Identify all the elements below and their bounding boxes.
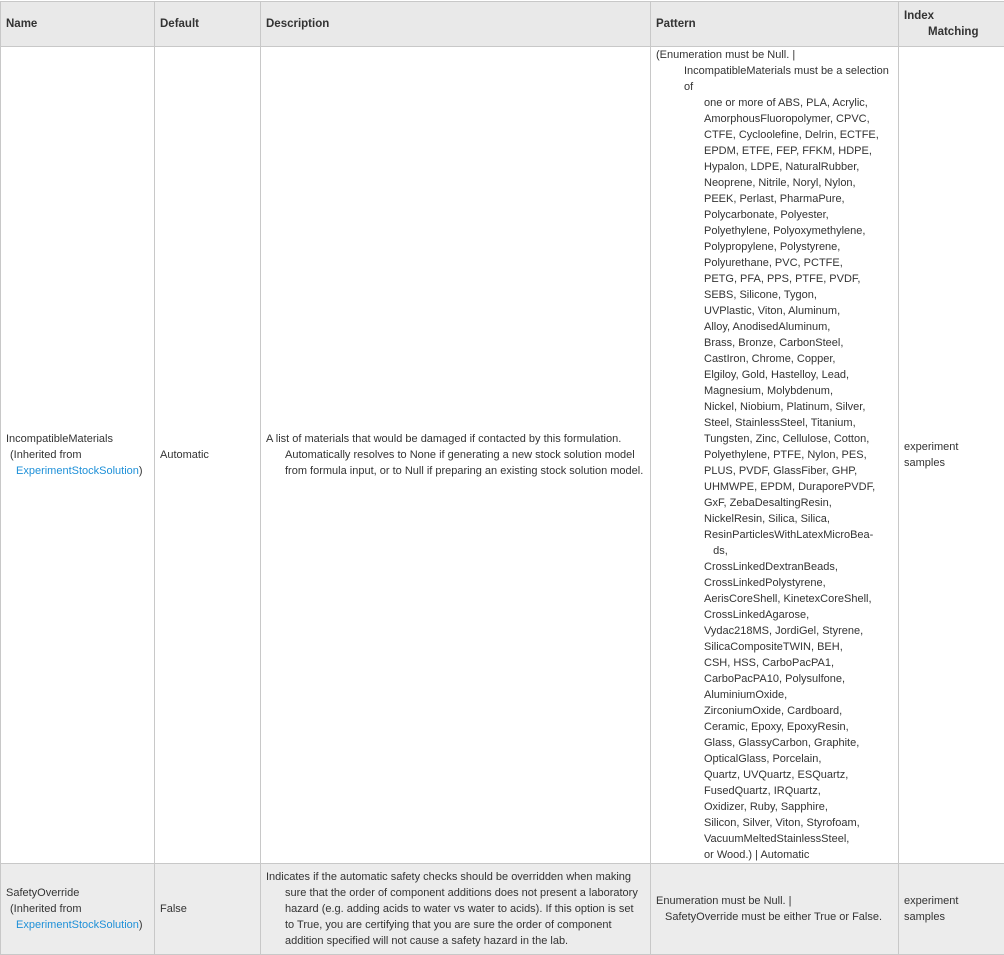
pattern-line: OpticalGlass, Porcelain, xyxy=(704,751,893,767)
pattern-line: CastIron, Chrome, Copper, xyxy=(704,351,893,367)
option-pattern-cell xyxy=(651,864,899,955)
pattern-line: Glass, GlassyCarbon, Graphite, xyxy=(704,735,893,751)
pattern-line: Neoprene, Nitrile, Noryl, Nylon, xyxy=(704,175,893,191)
pattern-line: UVPlastic, Viton, Aluminum, xyxy=(704,303,893,319)
inherited-source-link[interactable]: ExperimentStockSolution xyxy=(16,919,139,931)
pattern-line: NickelResin, Silica, Silica, xyxy=(704,511,893,527)
pattern-line: GxF, ZebaDesaltingResin, xyxy=(704,495,893,511)
option-description-cell xyxy=(261,47,651,864)
pattern-line: VacuumMeltedStainlessSteel, xyxy=(704,831,893,847)
pattern-line: Hypalon, LDPE, NaturalRubber, xyxy=(704,159,893,175)
inherited-source xyxy=(6,463,149,479)
pattern-line: or Wood.) | Automatic xyxy=(704,847,893,863)
option-default: False xyxy=(155,864,261,955)
table-row xyxy=(1,47,1004,864)
pattern-line: ResinParticlesWithLatexMicroBea- xyxy=(704,527,893,543)
option-description: A list of materials that would be damaged if contacted by this formulation. Automatically resolves to None if generating a new stock solution model from formula input, or to Null if preparing an existing stock solution model. xyxy=(266,431,645,479)
header-name: Name xyxy=(1,2,155,47)
pattern-line: one or more of ABS, PLA, Acrylic, xyxy=(704,95,893,111)
option-name-cell xyxy=(1,864,155,955)
header-row xyxy=(1,2,1004,47)
option-pattern-cell xyxy=(651,47,899,864)
inherited-source xyxy=(6,917,149,933)
pattern-line: CrossLinkedDextranBeads, xyxy=(704,559,893,575)
pattern-line: IncompatibleMaterials must be a selection of xyxy=(656,63,893,95)
pattern-line: ZirconiumOxide, Cardboard, xyxy=(704,703,893,719)
pattern-line: SilicaCompositeTWIN, BEH, xyxy=(704,639,893,655)
inherited-note: (Inherited from xyxy=(6,447,149,463)
pattern-line: CrossLinkedPolystyrene, xyxy=(704,575,893,591)
option-index-matching: experiment samples xyxy=(899,864,1004,955)
pattern-line: Polypropylene, Polystyrene, xyxy=(704,239,893,255)
pattern-line: PLUS, PVDF, GlassFiber, GHP, xyxy=(704,463,893,479)
pattern-line: Nickel, Niobium, Platinum, Silver, xyxy=(704,399,893,415)
table-row xyxy=(1,864,1004,955)
pattern-line: Silicon, Silver, Viton, Styrofoam, xyxy=(704,815,893,831)
pattern-line: EPDM, ETFE, FEP, FFKM, HDPE, xyxy=(704,143,893,159)
pattern-line: Polycarbonate, Polyester, xyxy=(704,207,893,223)
pattern-line: Oxidizer, Ruby, Sapphire, xyxy=(704,799,893,815)
header-default: Default xyxy=(155,2,261,47)
inherited-source-link[interactable]: ExperimentStockSolution xyxy=(16,465,139,477)
pattern-line: CSH, HSS, CarboPacPA1, xyxy=(704,655,893,671)
pattern-line: Magnesium, Molybdenum, xyxy=(704,383,893,399)
pattern-line: UHMWPE, EPDM, DuraporePVDF, xyxy=(704,479,893,495)
inherited-close-paren: ) xyxy=(139,919,143,931)
pattern-line: SafetyOverride must be either True or False. xyxy=(656,909,893,925)
pattern-line: Steel, StainlessSteel, Titanium, xyxy=(704,415,893,431)
pattern-line: Vydac218MS, JordiGel, Styrene, xyxy=(704,623,893,639)
pattern-line: Tungsten, Zinc, Cellulose, Cotton, xyxy=(704,431,893,447)
inherited-close-paren: ) xyxy=(139,465,143,477)
option-name: IncompatibleMaterials xyxy=(6,431,149,447)
pattern-line: Brass, Bronze, CarbonSteel, xyxy=(704,335,893,351)
pattern-line: AmorphousFluoropolymer, CPVC, xyxy=(704,111,893,127)
pattern-line: SEBS, Silicone, Tygon, xyxy=(704,287,893,303)
pattern-line: AluminiumOxide, xyxy=(704,687,893,703)
header-index-line1: Index xyxy=(904,10,934,22)
pattern-line: Polyethylene, Polyoxymethylene, xyxy=(704,223,893,239)
pattern-line: CarboPacPA10, Polysulfone, xyxy=(704,671,893,687)
pattern-line: PETG, PFA, PPS, PTFE, PVDF, xyxy=(704,271,893,287)
pattern-line: AerisCoreShell, KinetexCoreShell, xyxy=(704,591,893,607)
option-name: SafetyOverride xyxy=(6,885,149,901)
inherited-note: (Inherited from xyxy=(6,901,149,917)
header-pattern: Pattern xyxy=(651,2,899,47)
pattern-line: PEEK, Perlast, PharmaPure, xyxy=(704,191,893,207)
options-table xyxy=(0,1,1004,955)
pattern-value-list xyxy=(656,95,893,863)
pattern-line: CrossLinkedAgarose, xyxy=(704,607,893,623)
pattern-line: (Enumeration must be Null. | xyxy=(656,47,893,63)
header-description: Description xyxy=(261,2,651,47)
header-index-matching xyxy=(899,2,1004,47)
pattern-line: Elgiloy, Gold, Hastelloy, Lead, xyxy=(704,367,893,383)
option-name-cell xyxy=(1,47,155,864)
option-index-matching: experiment samples xyxy=(899,47,1004,864)
pattern-line: Enumeration must be Null. | xyxy=(656,893,893,909)
option-description-cell xyxy=(261,864,651,955)
pattern-line: Alloy, AnodisedAluminum, xyxy=(704,319,893,335)
pattern-line: FusedQuartz, IRQuartz, xyxy=(704,783,893,799)
pattern-line: CTFE, Cycloolefine, Delrin, ECTFE, xyxy=(704,127,893,143)
header-index-line2: Matching xyxy=(904,24,999,40)
pattern-line: ds, xyxy=(704,543,893,559)
pattern-line: Quartz, UVQuartz, ESQuartz, xyxy=(704,767,893,783)
option-description: Indicates if the automatic safety checks should be overridden when making sure that the order of component additions does not present a laboratory hazard (e.g. adding acids to water vs water to acids). If this option is set to True, you are certifying that you are sure the order of component addition specified will not cause a safety hazard in the lab. xyxy=(266,869,645,949)
pattern-line: Polyurethane, PVC, PCTFE, xyxy=(704,255,893,271)
option-default: Automatic xyxy=(155,47,261,864)
pattern-line: Ceramic, Epoxy, EpoxyResin, xyxy=(704,719,893,735)
pattern-line: Polyethylene, PTFE, Nylon, PES, xyxy=(704,447,893,463)
